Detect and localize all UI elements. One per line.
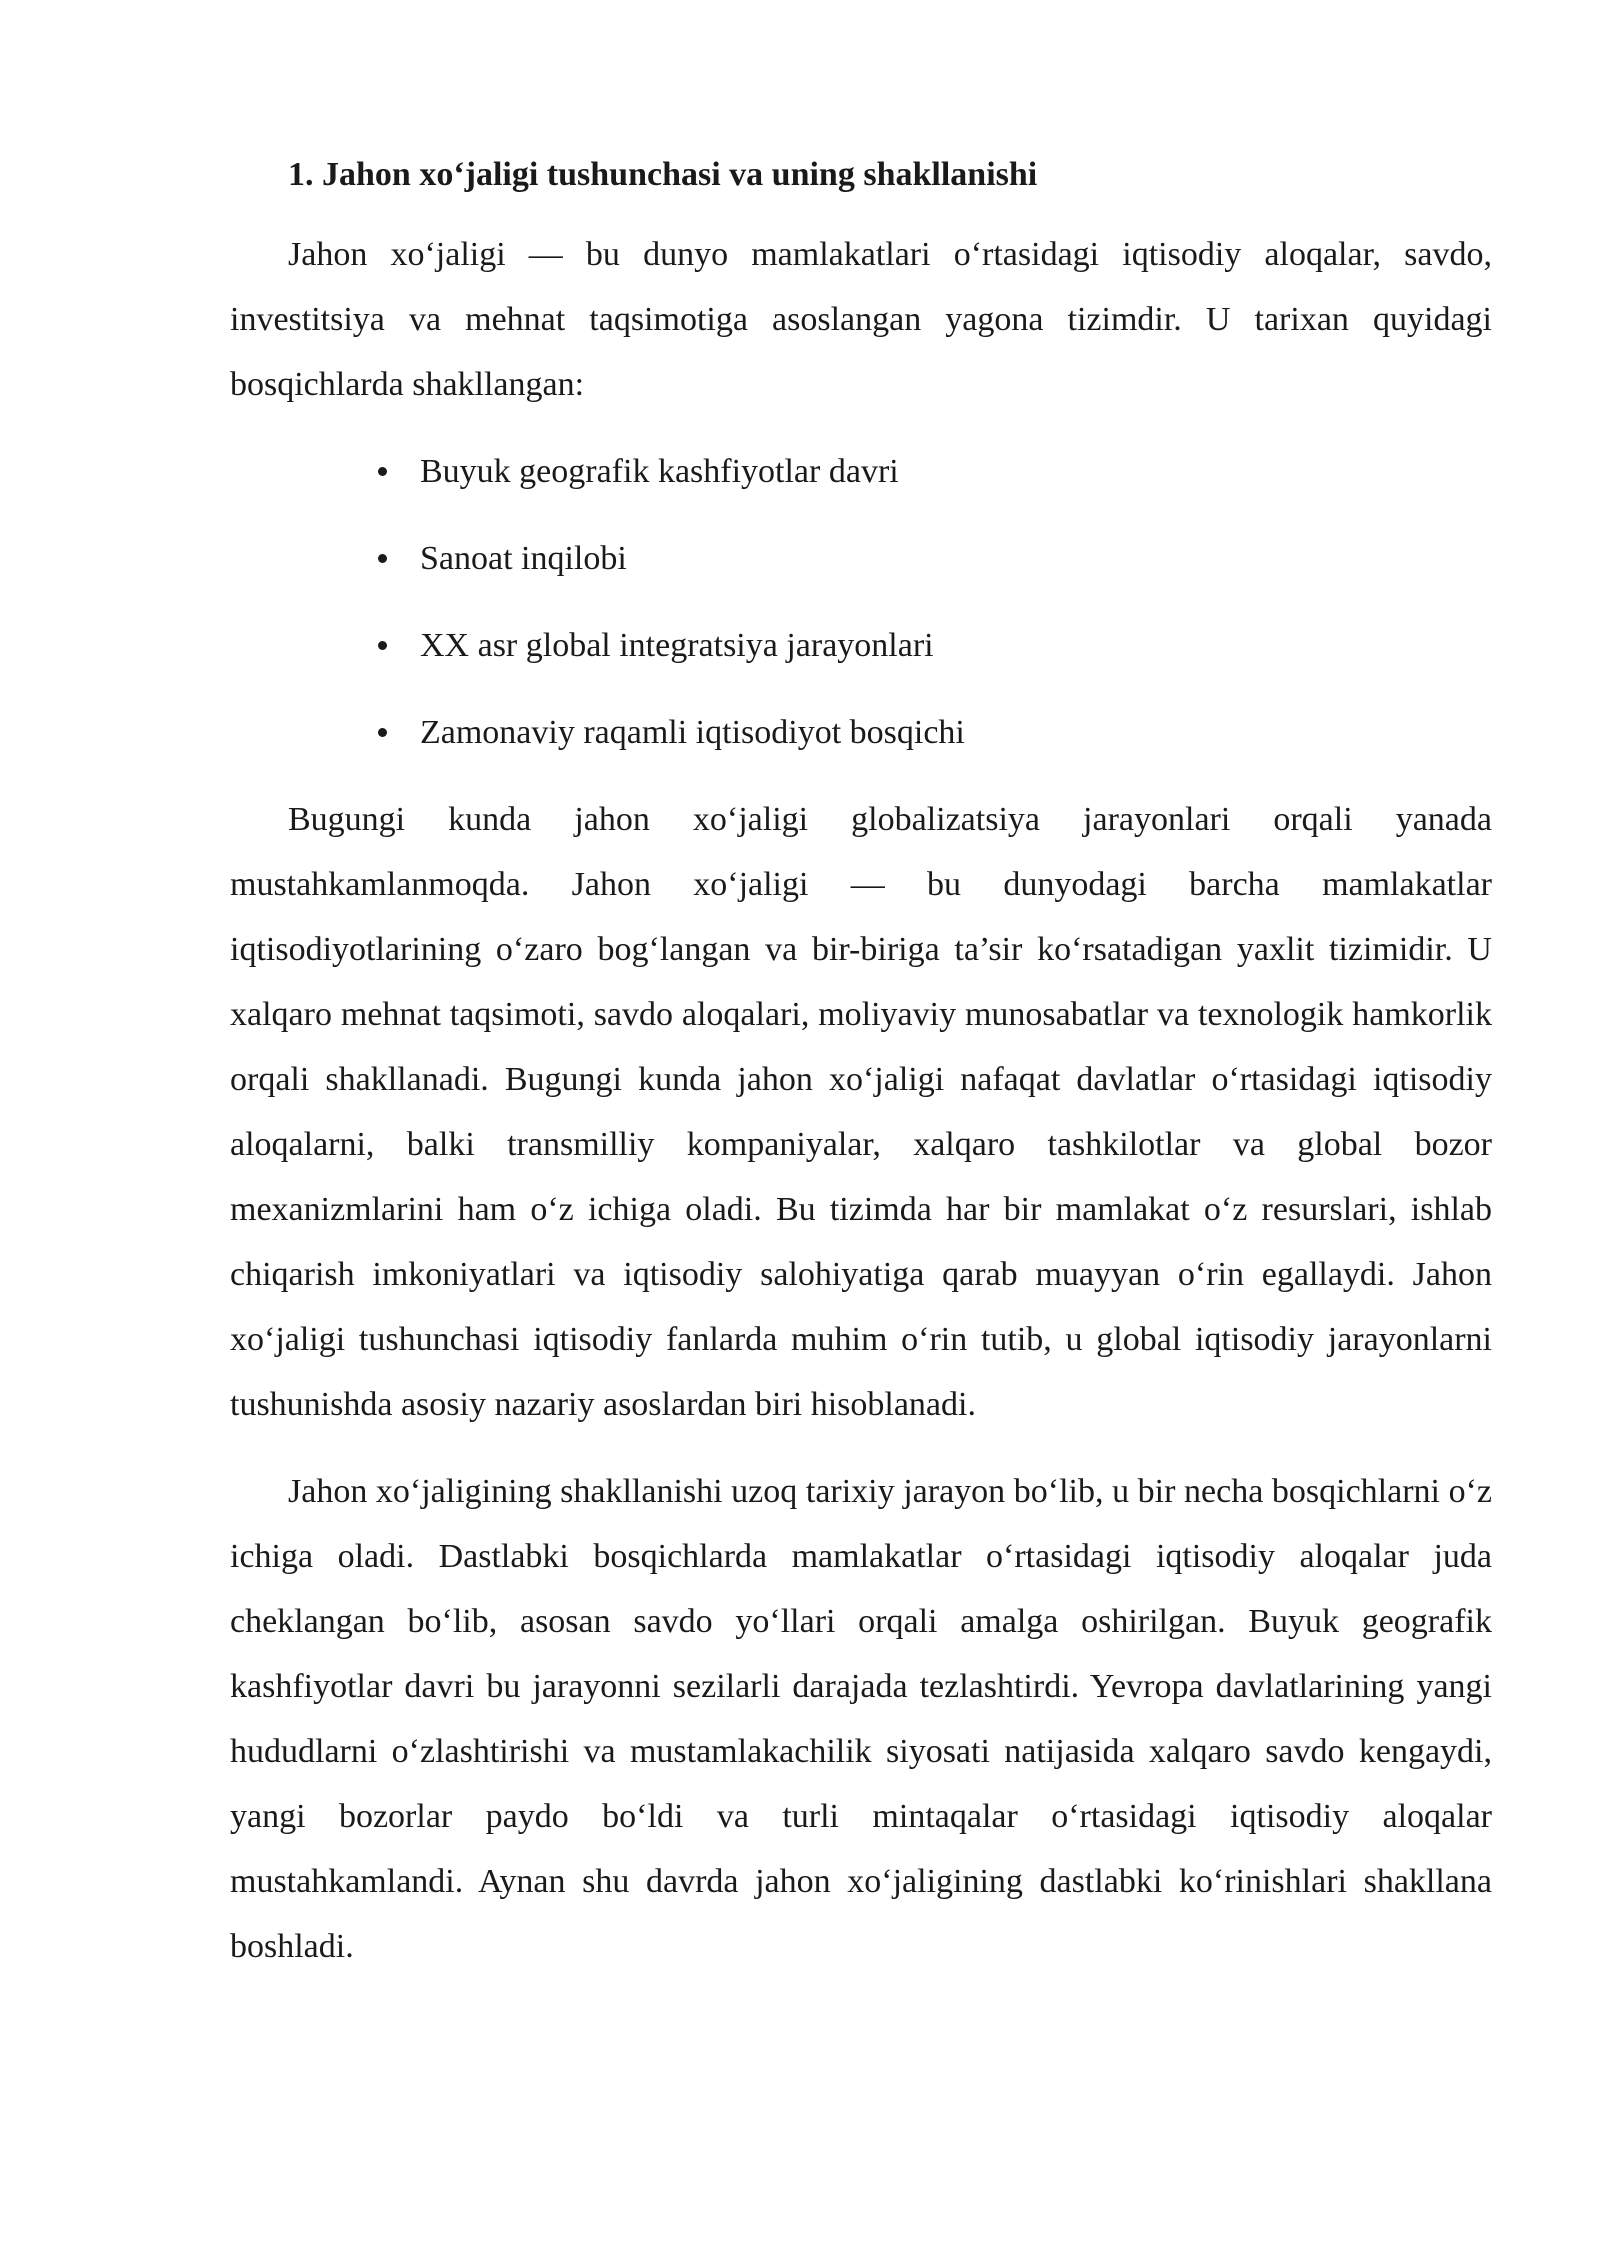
list-item — [378, 700, 1492, 765]
bullet-icon — [378, 467, 387, 476]
document-body — [230, 150, 1492, 1979]
intro-paragraph: Jahon xo‘jaligi — bu dunyo mamlakatlari o‘rtasidagi iqtisodiy aloqalar, savdo, investitsiya va mehnat taqsimotiga asoslangan yagona tizimdir. U tarixan quyidagi bosqichlarda shakllangan: — [230, 236, 1492, 403]
list-item-text: Zamonaviy raqamli iqtisodiyot bosqichi — [420, 714, 965, 751]
body-paragraph: Bugungi kunda jahon xo‘jaligi globalizatsiya jarayonlari orqali yanada mustahkamlanmoqda. Jahon xo‘jaligi — bu dunyodagi barcha mamlakatlar iqtisodiyotlarining o‘zaro bog‘langan va bir-biriga ta’sir ko‘rsatadigan yaxlit tizimidir. U xalqaro mehnat taqsimoti, savdo aloqalari, moliyaviy munosabatlar va texnologik hamkorlik orqali shakllanadi. Bugungi kunda jahon xo‘jaligi nafaqat davlatlar o‘rtasidagi iqtisodiy aloqalarni, balki transmilliy kompaniyalar, xalqaro tashkilotlar va global bozor mexanizmlarini ham o‘z ichiga oladi. Bu tizimda har bir mamlakat o‘z resurslari, ishlab chiqarish imkoniyatlari va iqtisodiy salohiyatiga qarab muayyan o‘rin egallaydi. Jahon xo‘jaligi tushunchasi iqtisodiy fanlarda muhim o‘rin tutib, u global iqtisodiy jarayonlarni tushunishda asosiy nazariy asoslardan biri hisoblanadi. — [230, 801, 1492, 1423]
body-paragraph: Jahon xo‘jaligining shakllanishi uzoq tarixiy jarayon bo‘lib, u bir necha bosqichlarni o‘z ichiga oladi. Dastlabki bosqichlarda mamlakatlar o‘rtasidagi iqtisodiy aloqalar juda cheklangan bo‘lib, asosan savdo yo‘llari orqali amalga oshirilgan. Buyuk geografik kashfiyotlar davri bu jarayonni sezilarli darajada tezlashtirdi. Yevropa davlatlarining yangi hududlarni o‘zlashtirishi va mustamlakachilik siyosati natijasida xalqaro savdo kengaydi, yangi bozorlar paydo bo‘ldi va turli mintaqalar o‘rtasidagi iqtisodiy aloqalar mustahkamlandi. Aynan shu davrda jahon xo‘jaligining dastlabki ko‘rinishlari shakllana boshladi. — [230, 1473, 1492, 1965]
bullet-icon — [378, 554, 387, 563]
list-item — [378, 613, 1492, 678]
stages-list — [230, 439, 1492, 765]
section-heading: 1. Jahon xo‘jaligi tushunchasi va uning shakllanishi — [288, 156, 1038, 193]
list-item-text: Sanoat inqilobi — [420, 540, 627, 577]
list-item — [378, 439, 1492, 504]
bullet-icon — [378, 641, 387, 650]
bullet-icon — [378, 728, 387, 737]
list-item-text: Buyuk geografik kashfiyotlar davri — [420, 453, 899, 490]
list-item-text: XX asr global integratsiya jarayonlari — [420, 627, 934, 664]
list-item — [378, 526, 1492, 591]
